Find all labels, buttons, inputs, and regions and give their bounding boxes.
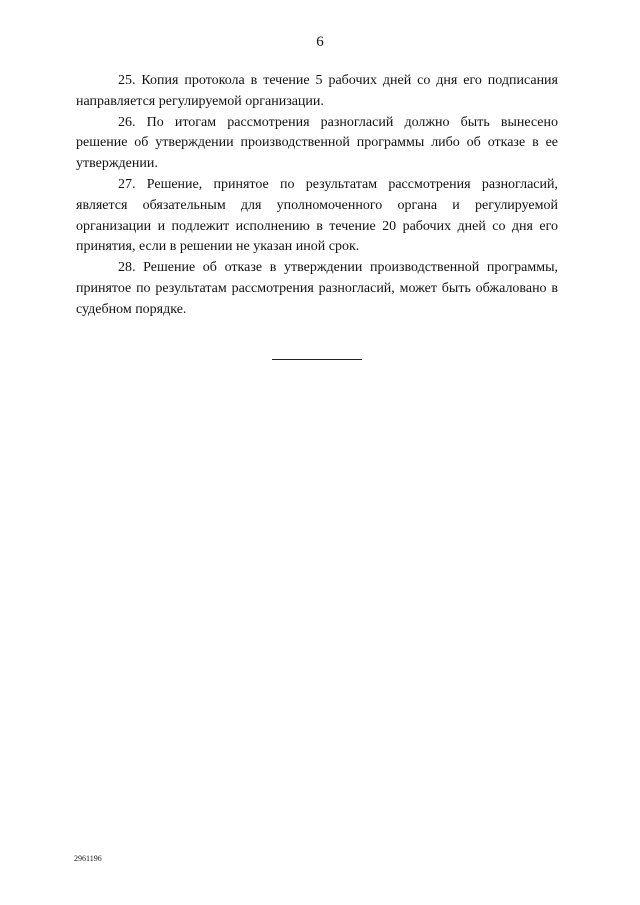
- paragraph-28: 28. Решение об отказе в утверждении производственной программы, принятое по результатам рассмотрения разногласий, может быть обжаловано в судебном порядке.: [76, 260, 558, 317]
- document-body: [76, 71, 558, 321]
- paragraph-27: 27. Решение, принятое по результатам рассмотрения разногласий, является обязательным для уполномоченного органа и регулируемой организации и подлежит исполнению в течение 20 рабочих дней со дня его принятия, если в решении не указан иной срок.: [76, 176, 558, 255]
- footer-document-code: 2961196: [74, 854, 102, 863]
- paragraph-25: 25. Копия протокола в течение 5 рабочих дней со дня его подписания направляется регулируемой организации.: [76, 73, 558, 109]
- end-separator-line: [272, 359, 362, 360]
- paragraph-26: 26. По итогам рассмотрения разногласий должно быть вынесено решение об утверждении производственной программы либо об отказе в ее утверждении.: [76, 114, 558, 172]
- page-number: 6: [316, 34, 324, 50]
